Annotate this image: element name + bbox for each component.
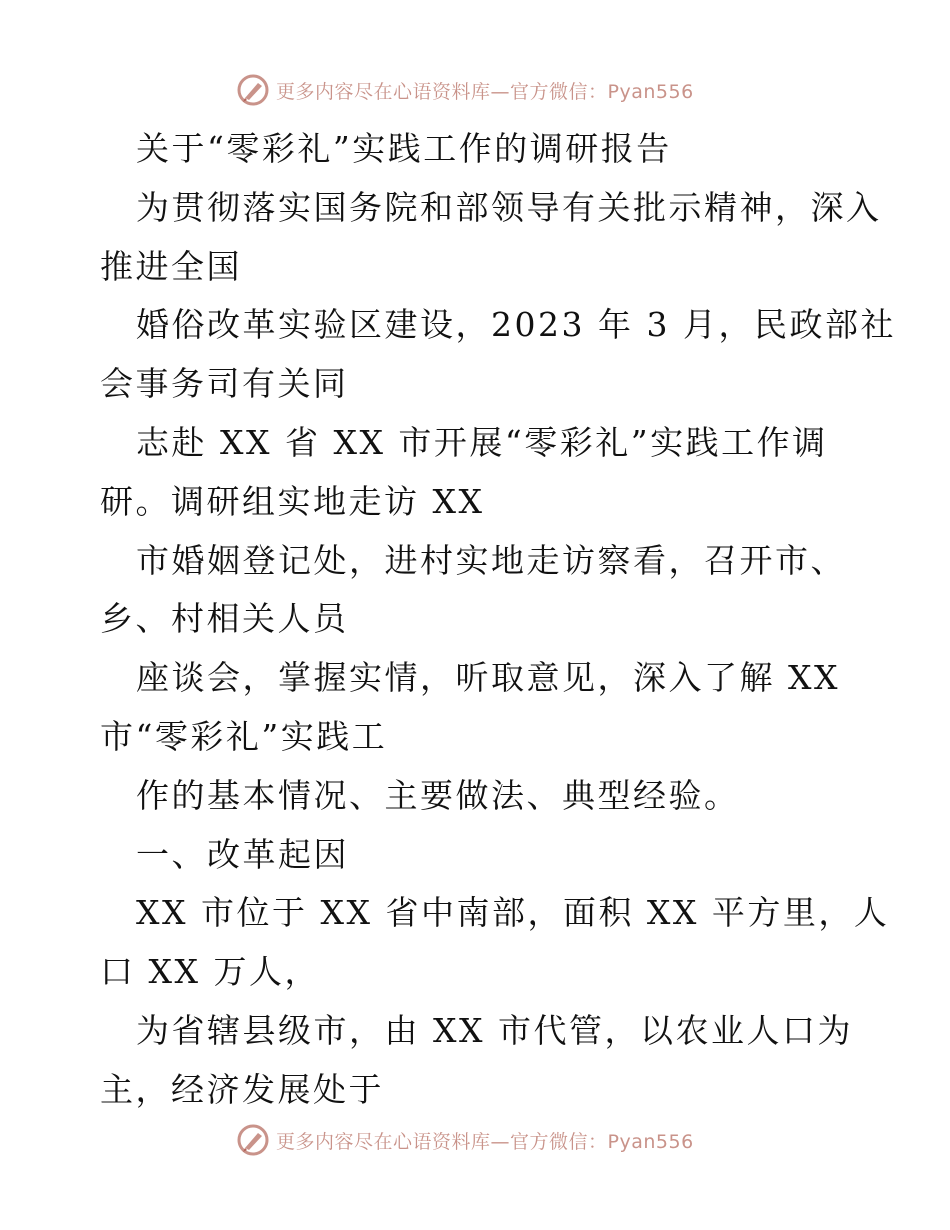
paragraph-line: XX 市位于 XX 省中南部，面积 XX 平方里，人 (136, 893, 890, 933)
paragraph-line: 座谈会，掌握实情，听取意见，深入了解 XX (136, 658, 840, 698)
watermark-text: 更多内容尽在心语资料库—官方微信：Pyan556 (276, 80, 694, 103)
document-title: 关于“零彩礼”实践工作的调研报告 (136, 129, 672, 168)
paragraph-line: 志赴 XX 省 XX 市开展“零彩礼”实践工作调 (136, 422, 828, 462)
paragraph-line: 婚俗改革实验区建设，2023 年 3 月，民政部社 (136, 305, 896, 345)
paragraph-line: 为省辖县级市，由 XX 市代管，以农业人口为 (136, 1010, 853, 1050)
pen-logo-icon (236, 1123, 270, 1157)
section-heading: 一、改革起因 (136, 834, 349, 874)
watermark-text: 更多内容尽在心语资料库—官方微信：Pyan556 (276, 1130, 694, 1153)
paragraph-line: 会事务司有关同 (100, 364, 349, 404)
document-body (100, 120, 896, 1120)
paragraph-line: 乡、村相关人员 (100, 599, 349, 639)
paragraph-line: 研。调研组实地走访 XX (100, 481, 485, 521)
pen-logo-icon (236, 73, 270, 107)
paragraph-line: 为贯彻落实国务院和部领导有关批示精神，深入 (136, 187, 882, 227)
header-watermark (236, 72, 694, 108)
paragraph-line: 市“零彩礼”实践工 (100, 716, 388, 756)
footer-watermark (236, 1122, 694, 1158)
paragraph-line: 口 XX 万人， (100, 952, 320, 992)
paragraph-line: 主，经济发展处于 (100, 1069, 384, 1109)
paragraph-line: 市婚姻登记处，进村实地走访察看，召开市、 (136, 540, 846, 580)
paragraph-line: 推进全国 (100, 246, 242, 286)
paragraph-line: 作的基本情况、主要做法、典型经验。 (136, 775, 740, 815)
